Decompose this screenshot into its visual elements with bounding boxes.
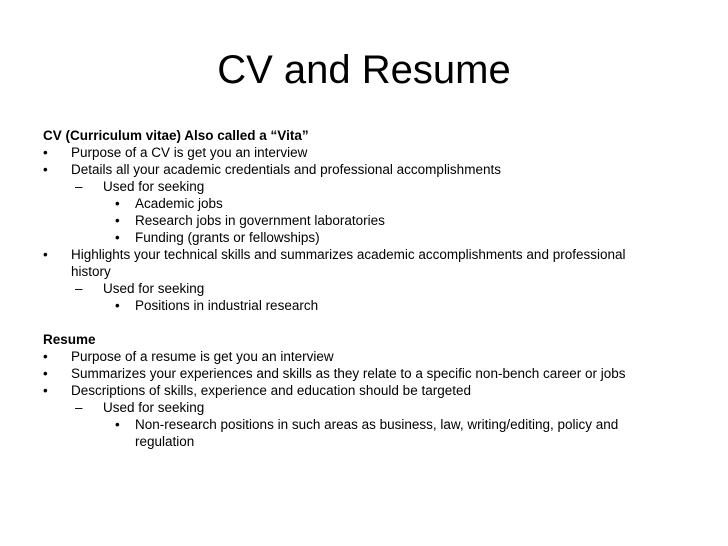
sub-sub-list-item-text: Research jobs in government laboratories bbox=[135, 213, 385, 228]
bullet-icon: • bbox=[43, 366, 48, 381]
list-item bbox=[43, 161, 683, 178]
sub-sub-list-item bbox=[43, 212, 683, 229]
bullet-icon: • bbox=[43, 162, 48, 177]
dash-icon: – bbox=[75, 400, 83, 415]
bullet-icon: • bbox=[115, 417, 120, 432]
dash-icon: – bbox=[75, 179, 83, 194]
spacer bbox=[43, 314, 683, 331]
bullet-icon: • bbox=[115, 213, 120, 228]
bullet-icon: • bbox=[115, 196, 120, 211]
sub-sub-list-item-text: Positions in industrial research bbox=[135, 298, 319, 313]
list-item-text: Details all your academic credentials and professional accomplishments bbox=[71, 162, 501, 177]
list-item-text: Highlights your technical skills and summarizes academic accomplishments and professional bbox=[71, 247, 626, 262]
bullet-icon: • bbox=[115, 298, 120, 313]
bullet-icon: • bbox=[43, 383, 48, 398]
bullet-icon: • bbox=[43, 145, 48, 160]
sub-sub-list-item-continuation: regulation bbox=[135, 434, 195, 449]
list-item bbox=[43, 144, 683, 161]
sub-list-item bbox=[43, 399, 683, 416]
sub-list-item bbox=[43, 178, 683, 195]
sub-sub-list-item-text: Academic jobs bbox=[135, 196, 223, 211]
list-item bbox=[43, 246, 683, 263]
cv-heading: CV (Curriculum vitae) Also called a “Vita” bbox=[43, 128, 309, 143]
sub-sub-list-item bbox=[43, 297, 683, 314]
sub-list-item-text: Used for seeking bbox=[103, 179, 205, 194]
sub-list-item-text: Used for seeking bbox=[103, 400, 205, 415]
list-item bbox=[43, 382, 683, 399]
sub-sub-list-item bbox=[43, 416, 683, 433]
sub-list-item bbox=[43, 280, 683, 297]
slide-body bbox=[43, 127, 683, 450]
sub-sub-list-item-text: Funding (grants or fellowships) bbox=[135, 230, 320, 245]
sub-sub-list-item bbox=[43, 195, 683, 212]
list-item bbox=[43, 365, 683, 382]
bullet-icon: • bbox=[43, 349, 48, 364]
list-item-text: Summarizes your experiences and skills as they relate to a specific non-bench career or jobs bbox=[71, 366, 626, 381]
bullet-icon: • bbox=[115, 230, 120, 245]
list-item-text: Purpose of a CV is get you an interview bbox=[71, 145, 308, 160]
bullet-icon: • bbox=[43, 247, 48, 262]
list-item-continuation: history bbox=[71, 264, 111, 279]
list-item bbox=[43, 348, 683, 365]
sub-sub-list-item-text: Non-research positions in such areas as business, law, writing/editing, policy and bbox=[135, 417, 619, 432]
list-item-text: Purpose of a resume is get you an interview bbox=[71, 349, 334, 364]
dash-icon: – bbox=[75, 281, 83, 296]
slide-title: CV and Resume bbox=[217, 48, 511, 92]
sub-list-item-text: Used for seeking bbox=[103, 281, 205, 296]
sub-sub-list-item bbox=[43, 229, 683, 246]
resume-heading: Resume bbox=[43, 332, 96, 347]
list-item-text: Descriptions of skills, experience and education should be targeted bbox=[71, 383, 471, 398]
